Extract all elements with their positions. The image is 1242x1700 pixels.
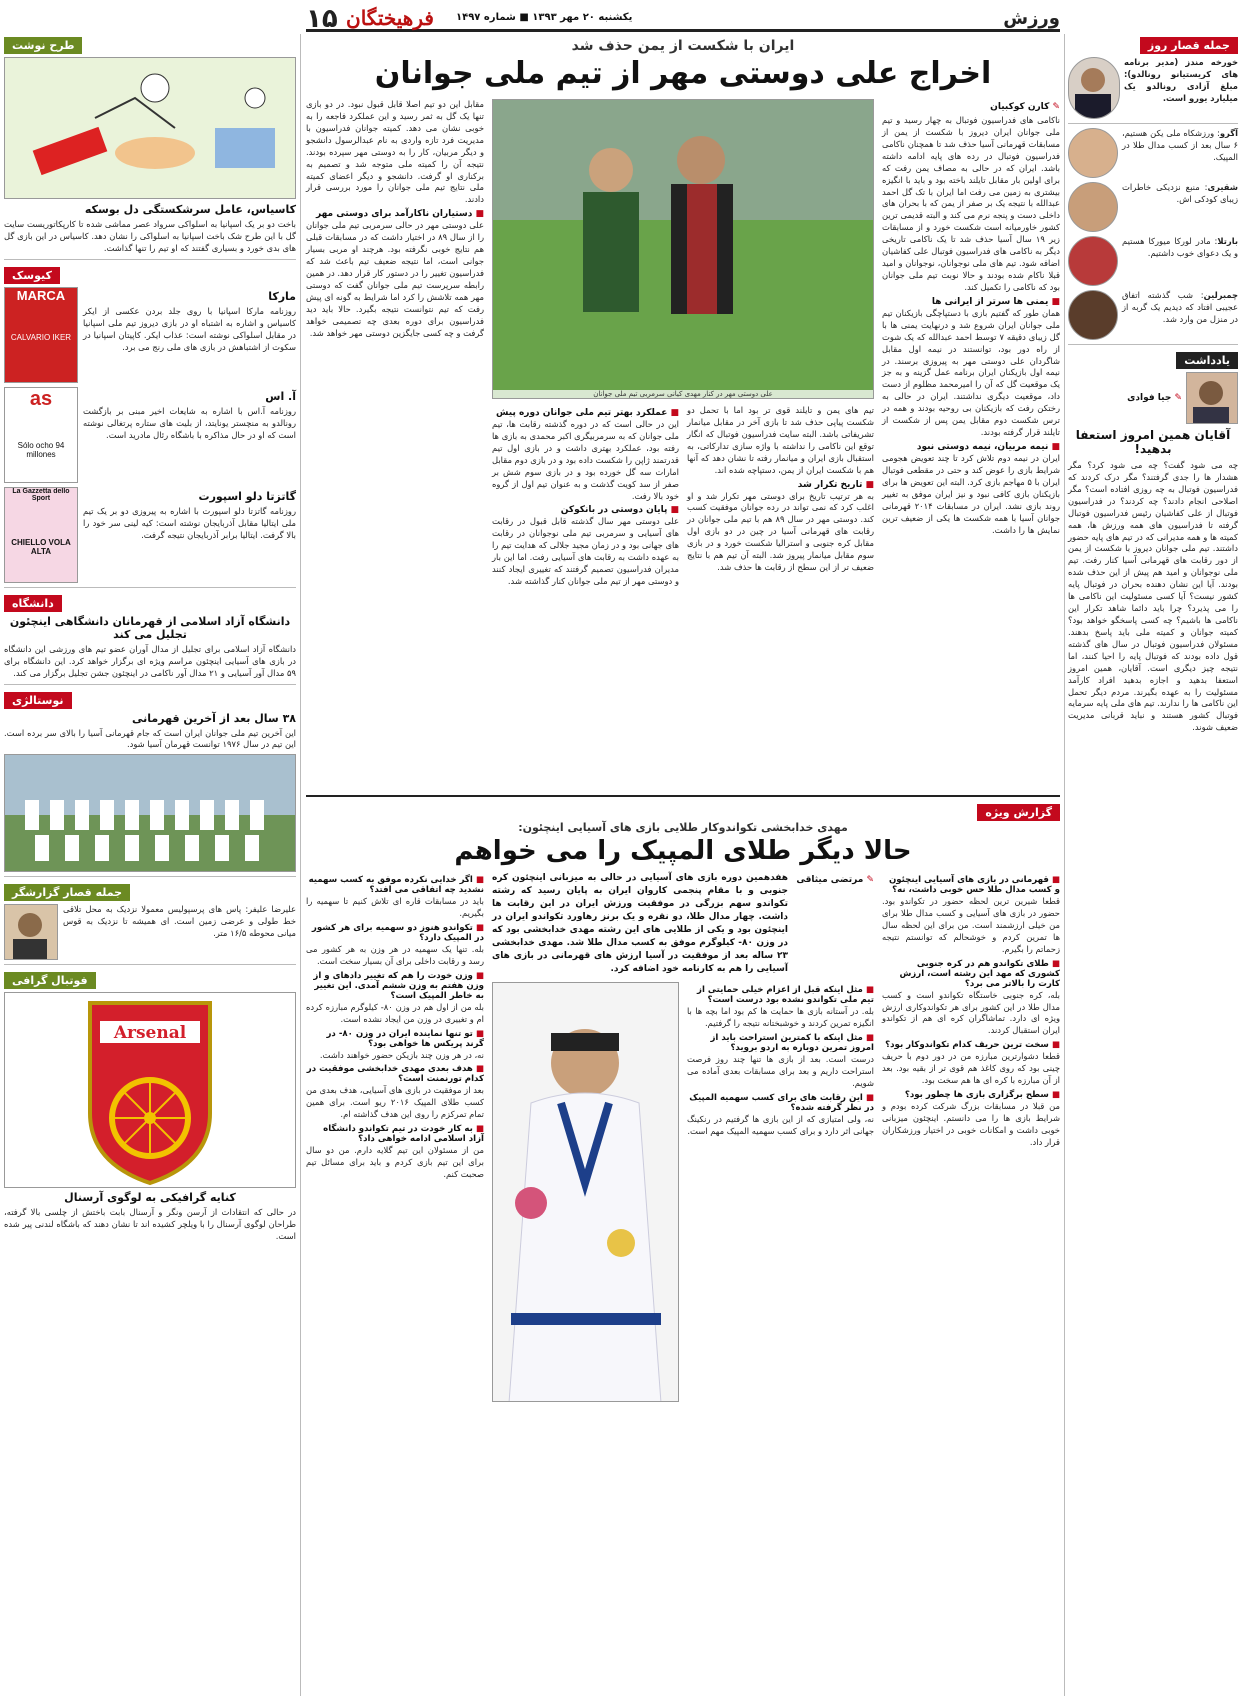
interview-question: ■ تو تنها نماینده ایران در وزن ۸۰- در گرند پریکس ها خواهی بود؟: [306, 1029, 484, 1049]
story-paragraph: ناکامی های فدراسیون فوتبال به چهار رسید و تیم ملی جوانان ایران دیروز با شکست از یمن از مسابقات قهرمانی آسیا حذف شد تا همچنان ناکامی فدراسیون فوتبال در رده های پایه ادامه داشته باشد. ایران که در حالی به مصاف یمن رفت که برای اولین بار مقابل تایلند باخته بود و باید با انگیزه بیشتری به زمین می رفت اما ایران با تک گل احمد عبدالله با نتیجه یک بر صفر از یمن که با بحران های داخلی دست و پنجه نرم می کند و البته قدیمی ترین کشور خاورمیانه است شکست خورد و از مسابقات زیر ۱۹ سال آسیا حذف شد تا یک ناکامی تاریخی دیگر به ناکامی های فدراسیون فوتبال علی کفاشیان اضافه شود. تیم های ملی نوجوانان، نوجوانان و امید قبلا ناکام شده بودند و حالا نوبت تیم ملی جوانان بود که ناکامی را تکمیل کند.: [882, 115, 1060, 292]
university-body: دانشگاه آزاد اسلامی برای تجلیل از مدال آوران عضو تیم های ورزشی این دانشگاه در بازی های آسیایی اینچئون مراسم ویژه ای برگزار خواهد کرد. این دانشگاه برای ۵۹ مدال آور آسیایی و ۲۱ مدال آور ناکامی در اینچئون جشن تجلیل برگزار می کند.: [4, 643, 296, 678]
section-title: ورزش: [1003, 8, 1060, 29]
nostalgia-body: این آخرین تیم ملی جوانان ایران است که جام قهرمانی آسیا را بالای سر برده است. این تیم در سال ۱۹۷۶ توانست قهرمان آسیا شود.: [4, 727, 296, 750]
interview-question: ■ سخت ترین حریف کدام تکواندوکار بود؟: [882, 1040, 1060, 1050]
note-title: آقایان همین امروز استعفا بدهید!: [1075, 428, 1231, 456]
avatar: [1068, 128, 1118, 178]
report-kicker: مهدی خدابخشی تکواندوکار طلایی بازی های آسیایی اینچئون:: [518, 821, 848, 834]
interview-question: ■ هدف بعدی مهدی خدابخشی موفقیت در کدام تورنمنت است؟: [306, 1064, 484, 1084]
arsenal-wheelchair-icon: [5, 993, 295, 1188]
nostalgia-title: ۳۸ سال بعد از آخرین قهرمانی: [132, 711, 296, 725]
left-column: [4, 34, 296, 1696]
interview-question: ■ این رقابت های برای کسب سهمیه المپیک در نظر گرفته شده؟: [687, 1093, 874, 1113]
kiosk-body-gazzetta: روزنامه گاتزتا دلو اسپورت با اشاره به پیروزی دو بر یک تیم ملی ایتالیا مقابل آذربایجان نوشته است: کیه لینی سر خود را بالا گرفت. ایتالیا برابر آذربایجان نتیجه گرفت.: [83, 505, 296, 540]
cartoon-title: کاسیاس، عامل سرشکستگی دل بوسکه: [84, 203, 296, 216]
team-photo: [4, 754, 296, 872]
quote-of-day-text: خورخه مندز (مدیر برنامه های کریستیانو رونالدو): مبلغ آزادی رونالدو یک میلیارد یورو است.: [1124, 57, 1238, 103]
story-paragraph: این در حالی است که در دوره گذشته رقابت ها، تیم ملی جوانان که به سرمربیگری اکبر محمدی به بازی ها رفته بود، عملکرد بهتری داشت و در بازی اول تیم قدرتمند ژاپن را شکست داده بود و در بازی دوم مقابل امارات سه گل خورده بود و در بازی سوم شش بر صفر از سد کویت گذشت و به عنوان تیم اول از گروه خود بالا رفت.: [492, 419, 679, 501]
story-paragraph: تیم های یمن و تایلند قوی تر بود اما با تحمل دو شکست پیاپی حذف شد تا بازی آخر در مقابل میانمار تشریفاتی باشد. البته سایت فدراسیون فوتبال که انگار توقع این ناکامی را نداشته با واژه سازی تدارکاتی، به استقبال بازی ایران و میانمار رفته تا نشان دهد که آنها هم با شکست ایران از یمن، دستپاچه شده اند.: [687, 405, 874, 475]
story-column-4: [306, 99, 484, 789]
list-item: چمبرلین: شب گذشته اتفاق عجیبی افتاد که دیدیم یک گربه از در منزل من وارد شد.: [1068, 290, 1238, 340]
interview-question: ■ اگر خدایی نکرده موفق به کسب سهمیه نشدید چه اتفاقی می افتد؟: [306, 875, 484, 895]
university-title: دانشگاه آزاد اسلامی از قهرمانان دانشگاهی اینچئون تجلیل می کند: [9, 614, 291, 641]
interview-answer: من از مسئولان این تیم گلایه دارم. من دو سال برای این تیم بازی کردم و باید برای مسائل تیم صحبت کنم.: [306, 1145, 484, 1180]
story-paragraph: مقابل این دو تیم اصلا قابل قبول نبود. در دو بازی تنها یک گل به ثمر رسید و این عملکرد فاجعه را به خوبی نشان می دهد. کمیته جوانان فدراسیون با مدیریت فرد تازه واردی به نام عبدالرسول دانشجو و دیگر مربیان، کار را به دوستی مهر سپرده بودند. نتیجه آن را کمیته ملی متوجه شد و تصمیم به برکناری او گرفت. دانشجو و دیگر اعضای کمیته ملی نتایج تیم ملی جوانان را مورد بررسی قرار دادند.: [306, 99, 484, 205]
special-report: [306, 795, 1060, 1402]
avatar: [1068, 290, 1118, 340]
team-photo-icon: [5, 755, 295, 872]
athlete-medal-icon: [492, 983, 678, 1402]
kiosk-tag: کیوسک: [4, 267, 60, 284]
university-tag: دانشگاه: [4, 595, 62, 612]
story-paragraph: به هر ترتیب تاریخ برای دوستی مهر تکرار شد و او اغلب کرد که نمی تواند در رده جوانان موفقیت کسب کند. دوستی مهر در سال ۸۹ هم با تیم ملی جوانان در رقابت های قهرمانی آسیا در چین در دو بازی اول مقابل کره جنوبی و استرالیا شکست خورد و در بازی سوم مقابل میانمار پیروز شد. البته آن تیم هم با نتایج ضعیف تر از این سطح از رقابت ها حذف شد.: [687, 490, 875, 573]
right-column: [1068, 34, 1238, 1696]
cartoon-body: باخت دو بر یک اسپانیا به اسلواکی سرواد عصر مماشی شده تا کارپکاتوریست سایت گل با این طرح شک باخت اسپانیا به اسلواکی را نشان دهد. کاسیاس در این بازی گل های بدی خورد و بسیاری گفتند که او تیم را تنها گذاشت.: [4, 219, 296, 253]
main-author: ✎ کارن کوکبیان: [882, 102, 1060, 112]
interview-answer: نه، ولی امتیازی که از این بازی ها گرفتیم در رنکینگ جهانی اثر دارد و برای کسب سهمیه المپیک مهم است.: [687, 1113, 874, 1136]
kiosk-name-gazzetta: گاتزتا دلو اسپورت: [198, 489, 296, 503]
story-paragraph: ایران در نیمه دوم تلاش کرد تا چند تعویض هجومی شرایط بازی را عوض کند و حتی در مقطعی فوتبال ایران با ۵ مهاجم بازی کرد. البته این تعویض ها برای بازیکنان بازی کافی نبود و نیز ایران موفق به تغییر روند بازی نشد. ایران در مسابقات ۲۰۱۴ قهرمانی جوانان آسیا با همه شکست ها یکی از ضعیف ترین نمایش ها را داشت.: [882, 452, 1060, 535]
report-column-2: [687, 982, 874, 1402]
interview-question: ■ قهرمانی در بازی های آسیایی اینچئون و کسب مدال طلا حس خوبی داشت، نه؟: [882, 875, 1060, 895]
avatar: [1068, 182, 1118, 232]
person-icon: [1068, 58, 1119, 119]
interview-answer: بعد از موفقیت در بازی های آسیایی، هدف بعدی من کسب طلای المپیک ۲۰۱۶ ریو است. برای همین تمام تمرکزم را روی این هدف گذاشته ام.: [306, 1085, 484, 1120]
interview-question: ■ مثل اینکه با کمترین استراحت باید از امروز تمرین دوباره به اردو بروید؟: [687, 1033, 874, 1053]
kiosk-item: [4, 387, 296, 483]
main-headline: اخراج علی دوستی مهر از تیم ملی جوانان: [374, 56, 992, 91]
avatar: [1068, 236, 1118, 286]
story-paragraph: علی دوستی مهر در حالی سرمربی تیم ملی جوانان را از سال ۸۹ در اختیار داشت که در مسابقات قبلی هم نتایج خوبی نگرفته بود. هرچند او مربی بسیار جوانی است، اما نتیجه ضعیف تیم باعث شد که فدراسیون تغییر را در دستور کار قرار دهد. در همین رابطه سرپرست تیم ملی جوانان گفت که دوستی مهر همه تلاشش را کرد اما شرایط به گونه ای پیش رفت که تیم نتوانست نتیجه بگیرد. حالا باید دید فدراسیون برای دوره بعدی چه تصمیمی خواهد گرفت و چه کسی جایگزین دوستی مهر خواهد شد.: [306, 220, 484, 338]
list-item: شقیری: منبع نزدیکی خاطرات زیبای کودکی اش.: [1068, 182, 1238, 232]
interview-answer: من قبلا در مسابقات بزرگ شرکت کرده بودم و شرایط بازی ها را می دانستم. اینچئون میزبانی خوبی داشت و امکانات خوبی در اختیار ورزشکاران قرار داد.: [882, 1101, 1060, 1147]
story-subhead: ■ عملکرد بهتر تیم ملی جوانان دوره پیش: [492, 408, 679, 418]
gazzetta-cover: La Gazzetta dello Sport CHIELLO VOLA ALTA: [4, 487, 78, 583]
list-item: بارتلا: مادر لورکا میورکا هستیم و یک دعوای خوب داشتیم.: [1068, 236, 1238, 286]
arsenal-badge: [4, 992, 296, 1188]
list-item: آگرو: ورزشکاه ملی یکن هستیم، ۶ سال بعد از کسب مدال طلا در المپیک.: [1068, 128, 1238, 178]
story-column-1: [882, 99, 1060, 789]
story-subhead: ■ دستیاران ناکارآمد برای دوستی مهر: [306, 209, 484, 219]
marca-cover: MARCA CALVARIO IKER: [4, 287, 78, 383]
coaches-photo-icon: [492, 100, 873, 399]
reporter-quote-tag: جمله قصار گزارشگر: [4, 884, 130, 901]
kiosk-item: [4, 287, 296, 383]
athlete-photo: [492, 982, 679, 1402]
person-icon: [1186, 373, 1237, 424]
interview-question: ■ وزن خودت را هم که تغییر دادهای و از وزن هفتم به وزن ششم آمدی. این تغییر به خاطر المپیک است؟: [306, 971, 484, 1001]
story-paragraph: علی دوستی مهر سال گذشته قابل قبول در رقابت های آسیایی و سرمربی تیم ملی نوجوانان در رقابت های جهانی بود و در زمان مجید جلالی که هدایت تیم را به عهده داشت به رقابت های آسیایی رفت. اما این بار مدیران فدراسیون تصمیم گرفتند که تغییری ایجاد کنند و دوستی مهر از تیم ملی جوانان کنار گذاشته شد.: [492, 516, 679, 587]
cartoon-tag: طرح نوشت: [4, 37, 82, 54]
story-column-3: [492, 405, 679, 588]
person-icon: [4, 905, 57, 960]
story-subhead: ■ یمنی ها سرتر از ایرانی ها: [882, 297, 1060, 307]
kiosk-name-as: آ. اس: [265, 389, 296, 403]
report-column-3: [306, 872, 484, 1402]
interview-answer: بله، کره جنوبی خاستگاه تکواندو است و کسب مدال طلا در این کشور برای هر تکواندوکاری ارزش ویژه ای دارد. تماشاگران کره ای هم از تکواندو ایران استقبال کردند.: [882, 989, 1060, 1036]
interview-question: ■ تکواندو هنوز دو سهمیه برای هر کشور در المپیک دارد؟: [306, 923, 484, 943]
photo-caption: علی دوستی مهر در کنار مهدی کیانی سرمربی تیم ملی جوانان: [493, 390, 873, 398]
note-author: ✎ جیا فوادی: [1068, 393, 1182, 403]
story-column-2: [687, 405, 874, 588]
kiosk-body-marca: روزنامه مارکا اسپانیا با روی جلد بردن عکسی از ایکر کاسیاس و اشاره به اشتباه او در بازی دیروز تیم ملی اسپانیا در مقابل اسلواکی نوشته است: عذاب ایکر. کاپیتان اسپانیا در سکوت از اشتباهش در بازی های ملی رنج می برد.: [83, 305, 296, 352]
as-cover: as Sólo ocho 94 millones: [4, 387, 78, 483]
interview-answer: باید در مسابقات قاره ای تلاش کنیم تا سهمیه را بگیریم.: [306, 896, 484, 918]
interview-answer: درست است. بعد از بازی ها تنها چند روز فرصت استراحت داریم و بعد برای مسابقات بعدی آماده می شویم.: [687, 1054, 874, 1089]
football-graphic-tag: فوتبال گرافی: [4, 972, 96, 989]
reporter-avatar: [4, 904, 58, 960]
cartoon-drawing-icon: [5, 58, 295, 198]
story-subhead: ■ نیمه مربیان، نیمه دوستی نبود: [882, 442, 1060, 452]
kiosk-name-marca: مارکا: [268, 289, 296, 303]
interview-answer: قطعا دشوارترین مبارزه من در دور دوم با حریف چینی بود که روی کاغذ هم قوی تر از بقیه بود. بعد از آن مبارزه با کره ای ها هم سخت بود.: [882, 1051, 1060, 1086]
interview-answer: بله. تنها یک سهمیه در هر وزن به هر کشور می رسد و رقابت داخلی برای آن بسیار سخت است.: [306, 943, 484, 966]
interview-question: ■ مثل اینکه قبل از اعزام خیلی حمایتی از تیم ملی تکواندو نشده بود درست است؟: [687, 985, 874, 1005]
tweets-list: [1068, 128, 1238, 340]
masthead: [306, 4, 1060, 32]
story-paragraph: همان طور که گفتیم بازی با دستپاچگی بازیکنان تیم ملی جوانان ایران شروع شد و درنهایت یمنی ها با گل زیبای دقیقه ۷ توسط احمد عبدالله که یک شوت از راه دور بود، توانستند در نیمه اول مقابل شاگردان علی دوستی مهر به پیروزی برسند. در نیمه اول بازیکنان ایران برنامه عمل گزینه و به جز یک موقعیت گل که آن را امیرمحمد مظلوم از دست داد، موقعیت دیگری نداشتند. ایران در حالی به رختکن رفت که بازیکنان بی روحیه بودند و همه در ترس شکست دوم مقابل یمن پس از شکست از تایلند قرار گرفته بودند.: [882, 307, 1060, 438]
interview-question: ■ طلای تکواندو هم در کره جنوبی کشوری که مهد این رشته است، ارزش کارت را بالاتر می برد؟: [882, 959, 1060, 989]
note-author-avatar: [1186, 372, 1238, 424]
mendes-avatar: [1068, 57, 1120, 119]
main-photo: [492, 99, 874, 399]
note-body: چه می شود گفت؟ چه می شود کرد؟ مگر هشدار ها را جدی گرفتند؟ مگر درک کردند که فدراسیون فوتبال به چه روزی افتاده است؟ مگر اصلاحی انجام دادند؟ چه کردند؟ در فدراسیون فوتبال از علی کفاشیان رئیس فدراسیون فوتبال گرفته تا فدراسیون های همه ورزش ها، همه کمیته ها و همه مدیرانی که در تیم های پایه حضور داشتند. تیم ملی جوانان دیروز با شکست از یمن از دور رقابت های قهرمانی آسیا کنار رفت. تیم ملی نوجوانان و امید هم پیش از این حذف شده بودند. آیا این نشان دهنده بحران در فوتبال پایه کشور نیست؟ آیا کسی مسئولیت این ناکامی ها را می پذیرد؟ چرا باید دائما شاهد تکرار این ناکامی ها باشیم؟ چه کسی پاسخگو خواهد بود؟ کمیته جوانان و کمیته ملی باید پاسخ بدهند. مسئولان فدراسیون فوتبال در سال های گذشته قول داده بودند که فوتبال پایه را احیا کنند، اما نتیجه چیز دیگری است. آقایان، همین امروز استعفا بدهید و اجازه بدهید افراد کارآمد مسئولیت را به عهده بگیرند. مردم دیگر تحمل این ناکامی ها را ندارند. تیم های ملی پایه سرمایه فوتبال کشور هستند و نباید قربانی مدیریت ضعیف شوند.: [1068, 460, 1238, 733]
report-author: ✎ مرتضی میثاقی: [794, 875, 874, 973]
page-number: ۱۵: [306, 4, 338, 34]
football-graphic-title: کنایه گرافیکی به لوگوی آرسنال: [64, 1191, 236, 1205]
note-tag: یادداشت: [1176, 352, 1238, 369]
quote-of-day-tag: جمله قصار روز: [1140, 37, 1238, 54]
cartoon-image: [4, 57, 296, 199]
football-graphic-body: در حالی که انتقادات از آرسن ونگر و آرسنال بابت باختش از چلسی بالا گرفته، طراحان لوگوی آرسنال را با ویلچر کشیده اند تا نشان دهند که باشگاه لندنی پیر شده است.: [4, 1207, 296, 1242]
interview-answer: بله من از اول هم در وزن ۸۰- کیلوگرم مبارزه کرده ام و تغییری در وزن من ایجاد نشده است.: [306, 1001, 484, 1024]
story-subhead: ■ تاریخ تکرار شد: [687, 480, 874, 490]
kiosk-item: [4, 487, 296, 583]
report-lead: هفدهمین دوره بازی های آسیایی در حالی به میزبانی اینچئون کره جنوبی و با مقام پنجمی کاروان ایران به پایان رسید که رشته تکواندو سهم بزرگی در موفقیت ورزش ایران در این رقابت ها داشت. چهار مدال طلا، دو نقره و یک برنز رهاورد تکواندو ایران در اینچئون بود و یکی از طلایی های این رشته مهدی خدابخشی بود که در وزن ۸۰- کیلوگرم موفق به کسب مدال طلا شد. مهدی خدابخشی ۲۳ ساله بعد از موفقیت در آسیا ارزش های قهرمانی در بازی های آسیایی را هم به کارنامه خود اضافه کرد.: [492, 873, 788, 975]
interview-answer: بله. در آستانه بازی ها حمایت ها کم بود اما بچه ها با انگیزه تمرین کردند و خوشبختانه نتیجه را گرفتیم.: [687, 1006, 874, 1029]
main-kicker: ایران با شکست از یمن حذف شد: [571, 38, 795, 54]
interview-answer: قطعا شیرین ترین لحظه حضور در تکواندو بود. حضور در بازی های آسیایی و کسب مدال طلا برای من خیلی ارزشمند است. من برای این لحظه سال ها تمرین کردم و خوشحالم که توانستم نتیجه زحماتم را بگیرم.: [882, 896, 1060, 954]
report-column-1: [882, 872, 1060, 1402]
main-column: [306, 34, 1060, 1696]
interview-answer: نه، در هر وزن چند بازیکن حضور خواهند داشت.: [319, 1049, 484, 1060]
issue-info: یکشنبه ۲۰ مهر ۱۳۹۳ ■ شماره ۱۴۹۷: [456, 12, 633, 23]
interview-question: ■ به کار خودت در تیم تکواندو دانشگاه آزاد اسلامی ادامه خواهی داد؟: [306, 1124, 484, 1144]
arsenal-badge-text: Arsenal: [113, 1023, 187, 1044]
report-tag: گزارش ویژه: [977, 804, 1060, 821]
paper-name: فرهیختگان: [346, 6, 434, 30]
report-headline: حالا دیگر طلای المپیک را می خواهم: [454, 836, 912, 866]
reporter-quote-text: علیرضا علیفر: پاس های پرسپولیس معمولا نزدیک به محل تلاقی خط طولی و عرضی زمین است. ای همیشه تا نزدیک به قوس میانی محوطه ۱۶/۵ متر.: [63, 904, 296, 939]
story-subhead: ■ پایان دوستی در بانکوکن: [492, 505, 679, 515]
nostalgia-tag: نوستالژی: [4, 692, 72, 709]
interview-question: ■ سطح برگزاری بازی ها چطور بود؟: [882, 1090, 1060, 1100]
kiosk-body-as: روزنامه آ.اس با اشاره به شایعات اخیر مبنی بر بازگشت رونالدو به منچستر یونایتد، از بلیت های ستاره پرتغالی نوشته است که او در حال مذاکره با باشگاه رئال مادرید است.: [83, 405, 296, 440]
